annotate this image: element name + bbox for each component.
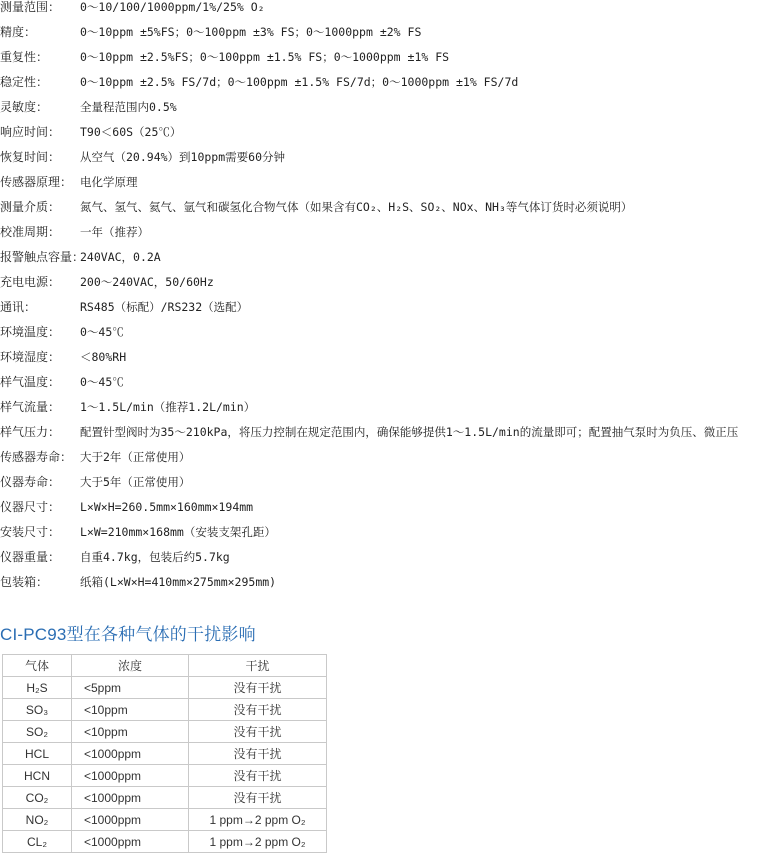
interference-section-title: CI-PC93型在各种气体的干扰影响 — [0, 625, 256, 644]
column-header-gas: 气体 — [3, 655, 72, 677]
spec-value: 0～10ppm ±2.5% FS/7d；0～100ppm ±1.5% FS/7d；0～1000ppm ±1% FS/7d — [80, 75, 519, 89]
table-row — [3, 743, 327, 765]
spec-value: RS485（标配）/RS232（选配） — [80, 300, 249, 314]
cell-gas: CO₂ — [3, 787, 72, 809]
spec-label: 仪器重量： — [0, 550, 61, 564]
spec-value: 电化学原理 — [80, 175, 138, 189]
cell-gas: SO₂ — [3, 721, 72, 743]
cell-interference: 没有干扰 — [189, 699, 327, 721]
spec-label: 校准周期： — [0, 225, 61, 239]
spec-value: ＜80%RH — [80, 350, 127, 364]
cell-gas: SO₃ — [3, 699, 72, 721]
spec-value: 氮气、氢气、氦气、氩气和碳氢化合物气体（如果含有CO₂、H₂S、SO₂、NOx、NH₃等气体订货时必须说明） — [80, 200, 633, 214]
table-row — [3, 765, 327, 787]
spec-value: 自重4.7kg，包装后约5.7kg — [80, 550, 230, 564]
cell-interference: 1 ppm→2 ppm O₂ — [189, 831, 327, 853]
table-row — [3, 831, 327, 853]
spec-label: 环境温度： — [0, 325, 61, 339]
cell-interference: 1 ppm→2 ppm O₂ — [189, 809, 327, 831]
table-row — [3, 809, 327, 831]
spec-label: 稳定性： — [0, 75, 49, 89]
spec-value: L×W=210mm×168mm（安装支架孔距） — [80, 525, 276, 539]
spec-label: 安装尺寸： — [0, 525, 61, 539]
spec-value: 纸箱(L×W×H=410mm×275mm×295mm) — [80, 575, 277, 589]
spec-value: 全量程范围内0.5% — [80, 100, 177, 114]
table-row — [3, 699, 327, 721]
spec-label: 测量范围： — [0, 0, 61, 14]
spec-label: 环境湿度： — [0, 350, 61, 364]
table-header-row — [3, 655, 327, 677]
spec-value: 大于5年（正常使用） — [80, 475, 191, 489]
cell-concentration: <1000ppm — [72, 787, 189, 809]
spec-value: 200～240VAC，50/60Hz — [80, 275, 214, 289]
cell-interference: 没有干扰 — [189, 765, 327, 787]
cell-interference: 没有干扰 — [189, 787, 327, 809]
spec-label: 恢复时间： — [0, 150, 61, 164]
spec-value: 0～45℃ — [80, 325, 124, 339]
spec-value: T90＜60S（25℃） — [80, 125, 182, 139]
spec-label: 通讯： — [0, 300, 37, 314]
spec-value: 0～10ppm ±2.5%FS；0～100ppm ±1.5% FS；0～1000ppm ±1% FS — [80, 50, 450, 64]
spec-value: 从空气（20.94%）到10ppm需要60分钟 — [80, 150, 286, 164]
cell-gas: NO₂ — [3, 809, 72, 831]
spec-label: 充电电源： — [0, 275, 61, 289]
cell-interference: 没有干扰 — [189, 677, 327, 699]
cell-concentration: <10ppm — [72, 721, 189, 743]
spec-label: 包装箱： — [0, 575, 49, 589]
table-row — [3, 787, 327, 809]
spec-label: 精度： — [0, 25, 37, 39]
spec-label: 测量介质： — [0, 200, 61, 214]
table-row — [3, 721, 327, 743]
spec-value: 大于2年（正常使用） — [80, 450, 191, 464]
spec-value: L×W×H=260.5mm×160mm×194mm — [80, 500, 254, 514]
spec-value: 240VAC，0.2A — [80, 250, 161, 264]
spec-value: 0～45℃ — [80, 375, 124, 389]
spec-label: 样气压力： — [0, 425, 61, 439]
cell-gas: CL₂ — [3, 831, 72, 853]
table-row — [3, 677, 327, 699]
column-header-interference: 干扰 — [189, 655, 327, 677]
cell-gas: HCL — [3, 743, 72, 765]
cell-concentration: <5ppm — [72, 677, 189, 699]
spec-value: 1～1.5L/min（推荐1.2L/min） — [80, 400, 256, 414]
spec-label: 报警触点容量： — [0, 250, 85, 264]
cell-concentration: <1000ppm — [72, 743, 189, 765]
cell-interference: 没有干扰 — [189, 743, 327, 765]
cell-interference: 没有干扰 — [189, 721, 327, 743]
cell-gas: HCN — [3, 765, 72, 787]
spec-value: 0～10/100/1000ppm/1%/25% O₂ — [80, 0, 265, 14]
spec-label: 仪器寿命： — [0, 475, 61, 489]
spec-label: 响应时间： — [0, 125, 61, 139]
spec-label: 传感器寿命： — [0, 450, 73, 464]
cell-concentration: <1000ppm — [72, 765, 189, 787]
cell-concentration: <1000ppm — [72, 831, 189, 853]
column-header-concentration: 浓度 — [72, 655, 189, 677]
spec-value: 0～10ppm ±5%FS；0～100ppm ±3% FS；0～1000ppm ±2% FS — [80, 25, 422, 39]
spec-value: 配置针型阀时为35～210kPa，将压力控制在规定范围内，确保能够提供1～1.5L/min的流量即可；配置抽气泵时为负压、微正压 — [80, 425, 739, 439]
cell-concentration: <1000ppm — [72, 809, 189, 831]
spec-label: 重复性： — [0, 50, 49, 64]
spec-label: 灵敏度： — [0, 100, 49, 114]
interference-table — [2, 654, 327, 853]
spec-label: 样气流量： — [0, 400, 61, 414]
spec-value: 一年（推荐） — [80, 225, 149, 239]
cell-gas: H₂S — [3, 677, 72, 699]
spec-label: 传感器原理： — [0, 175, 73, 189]
cell-concentration: <10ppm — [72, 699, 189, 721]
spec-label: 仪器尺寸： — [0, 500, 61, 514]
spec-label: 样气温度： — [0, 375, 61, 389]
